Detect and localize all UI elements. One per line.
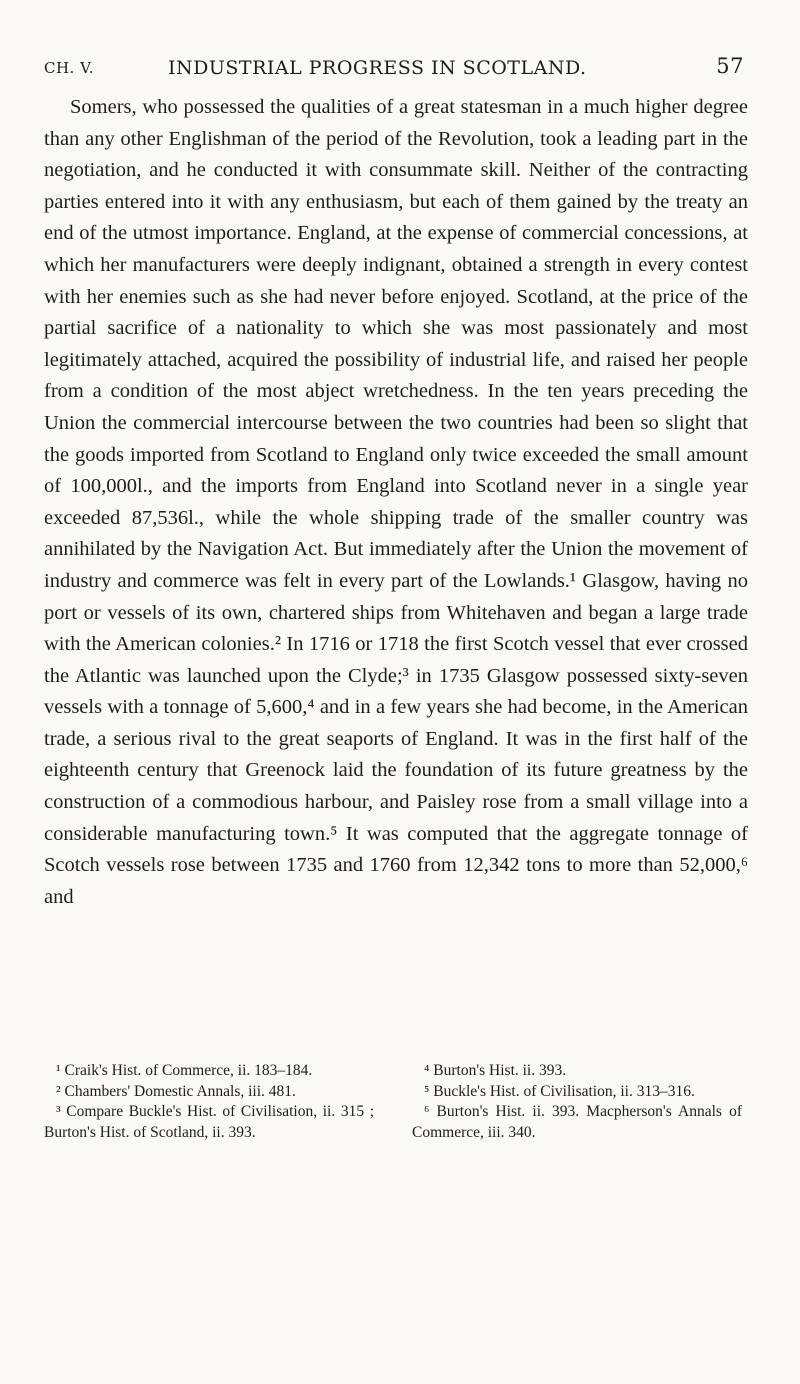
page-number: 57 <box>716 54 744 78</box>
running-header <box>44 54 744 82</box>
footnotes-right-column <box>412 1061 742 1143</box>
footnote-1: ¹ Craik's Hist. of Commerce, ii. 183–184. <box>56 1062 313 1079</box>
chapter-label: CH. V. <box>44 59 95 77</box>
footnote-2: ² Chambers' Domestic Annals, iii. 481. <box>56 1082 296 1100</box>
footnote-5: ⁵ Buckle's Hist. of Civilisation, ii. 313–316. <box>424 1082 695 1100</box>
main-text <box>44 92 748 913</box>
footnote-4: ⁴ Burton's Hist. ii. 393. <box>424 1062 567 1079</box>
footnote-6: ⁶ Burton's Hist. ii. 393. Macpherson's Annals of Commerce, iii. 340. <box>412 1103 742 1141</box>
footnotes-left-column <box>44 1061 374 1143</box>
running-title: INDUSTRIAL PROGRESS IN SCOTLAND. <box>168 57 587 79</box>
body-paragraph: Somers, who possessed the qualities of a great statesman in a much higher degree than any other Englishman of the period of the Revolution, took a leading part in the negotiation, and he conducted it with consummate skill. Neither of the contracting parties entered into it with any enthusiasm, but each of them gained by the treaty an end of the utmost importance. England, at the expense of commercial concessions, at which her manufacturers were deeply indignant, obtained a strength in every contest with her enemies such as she had never before enjoyed. Scotland, at the price of the partial sacrifice of a nationality to which she was most passionately and most legitimately attached, acquired the possibility of industrial life, and raised her people from a condition of the most abject wretchedness. In the ten years preceding the Union the commercial intercourse between the two countries had been so slight that the goods imported from Scotland to England only twice exceeded the small amount of 100,000l., and the imports from England into Scotland never in a single year exceeded 87,536l., while the whole shipping trade of the smaller country was annihilated by the Navigation Act. But immediately after the Union the movement of industry and commerce was felt in every part of the Lowlands.¹ Glasgow, having no port or vessels of its own, chartered ships from Whitehaven and began a large trade with the American colonies.² In 1716 or 1718 the first Scotch vessel that ever crossed the Atlantic was launched upon the Clyde;³ in 1735 Glasgow possessed sixty-seven vessels with a tonnage of 5,600,⁴ and in a few years she had become, in the American trade, a serious rival to the great seaports of England. It was in the first half of the eighteenth century that Greenock laid the foundation of its future greatness by the construction of a commodious harbour, and Paisley rose from a small village into a considerable manufacturing town.⁵ It was computed that the aggregate tonnage of Scotch vessels rose between 1735 and 1760 from 12,342 tons to more than 52,000,⁶ and <box>44 96 748 908</box>
footnote-3: ³ Compare Buckle's Hist. of Civilisation, ii. 315 ; Burton's Hist. of Scotland, ii. 393. <box>44 1103 374 1141</box>
